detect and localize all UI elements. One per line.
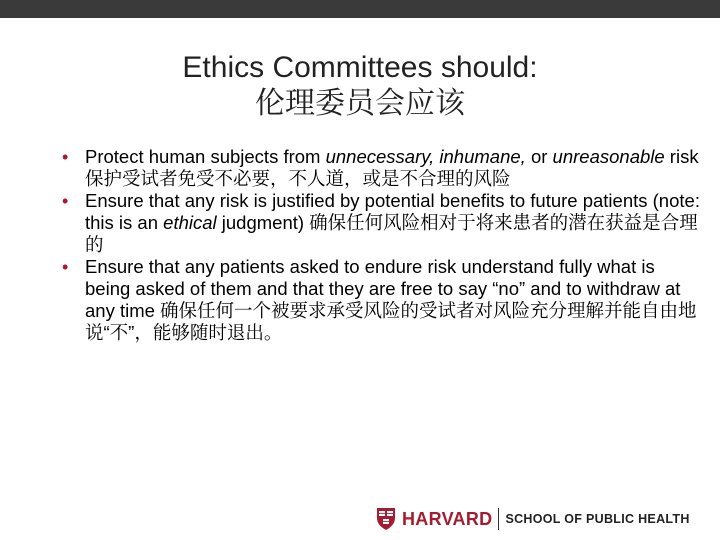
bullet-item — [62, 256, 702, 344]
bullet-dot-icon: • — [62, 191, 69, 211]
title-chinese: 伦理委员会应该 — [255, 86, 465, 121]
bullet-text: ethical — [163, 212, 217, 233]
bullet-text: Protect human subjects from — [85, 146, 326, 167]
bullet-text: Ensure that any patients asked to endure risk understand fully what is being asked of them and that they are free to say “no” and to withdraw at any time 确保任何一个被要求承受风险的受试者对风险充分理解并能自由地说“不”，能够随时退出。 — [85, 256, 697, 343]
harvard-wordmark: HARVARD — [402, 508, 493, 529]
veritas-shield-icon — [376, 507, 396, 531]
harvard-logo — [376, 506, 706, 532]
top-bar — [0, 0, 720, 18]
bullet-item — [62, 190, 702, 256]
bullet-item — [62, 146, 702, 190]
bullet-text: risk 保护受试者免受不必要，不人道，或是不合理的风险 — [85, 146, 699, 189]
bullet-text: unnecessary, inhumane, — [325, 146, 526, 167]
bullet-dot-icon: • — [62, 257, 69, 277]
bullet-text: unreasonable — [552, 146, 665, 167]
bullet-text: or — [525, 146, 553, 167]
logo-divider — [498, 508, 499, 530]
bullet-text: Ensure that any risk is justified by potential benefits to future patients (note: this is an — [85, 190, 700, 233]
school-name: SCHOOL OF PUBLIC HEALTH — [505, 512, 690, 526]
bullet-dot-icon: • — [62, 147, 69, 167]
title-english: Ethics Committees should: — [182, 51, 538, 84]
bullet-text: judgment) 确保任何风险相对于将来患者的潜在获益是合理的 — [85, 212, 698, 255]
slide-title — [0, 50, 720, 122]
bullet-list — [62, 146, 702, 344]
